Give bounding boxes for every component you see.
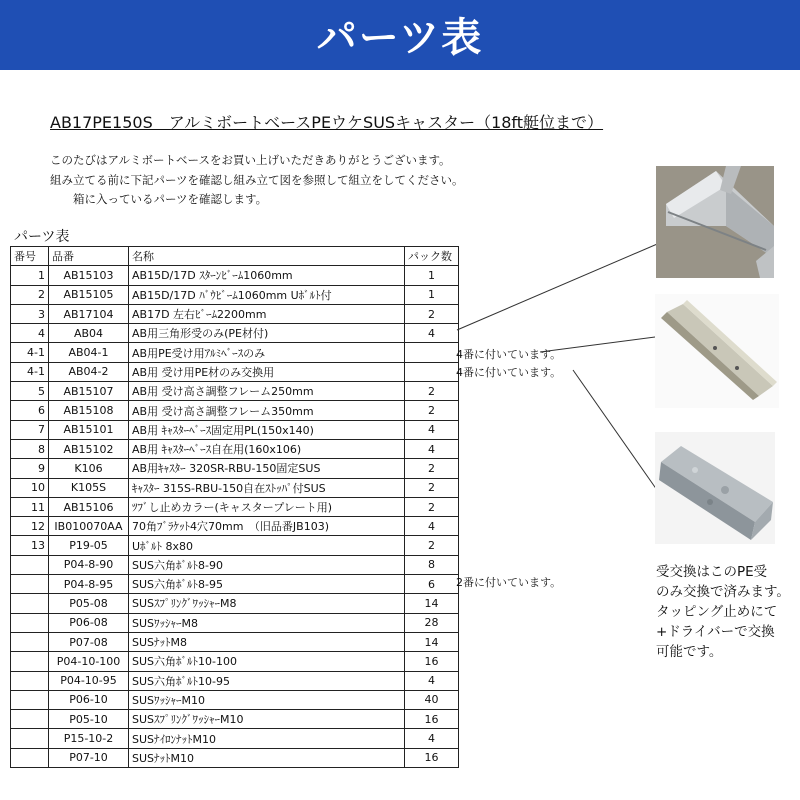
cell-code: AB15102 xyxy=(49,439,129,458)
cell-no: 8 xyxy=(11,439,49,458)
cell-name: SUSﾜｯｼｬｰM8 xyxy=(129,613,405,632)
cell-no: 4-1 xyxy=(11,343,49,362)
side-note-line-3: タッピング止めにて xyxy=(656,604,778,620)
cell-name: AB用PE受け用ｱﾙﾐﾍﾞｰｽのみ xyxy=(129,343,405,362)
header-no: 番号 xyxy=(11,247,49,266)
cell-code: AB15101 xyxy=(49,420,129,439)
cell-code: IB010070AA xyxy=(49,517,129,536)
cell-name: AB15D/17D ｽﾀｰﾝﾋﾞｰﾑ1060mm xyxy=(129,266,405,285)
cell-name: ｷｬｽﾀｰ 315S-RBU-150自在ｽﾄｯﾊﾟ付SUS xyxy=(129,478,405,497)
cell-name: AB用三角形受のみ(PE材付) xyxy=(129,324,405,343)
cell-no: 7 xyxy=(11,420,49,439)
cell-name: AB用 ｷｬｽﾀｰﾍﾞｰｽ固定用PL(150x140) xyxy=(129,420,405,439)
cell-no: 4-1 xyxy=(11,362,49,381)
cell-code: AB15107 xyxy=(49,382,129,401)
cell-code: P06-08 xyxy=(49,613,129,632)
cell-qty: 28 xyxy=(405,613,459,632)
cell-name: Uﾎﾞﾙﾄ 8x80 xyxy=(129,536,405,555)
intro-line-3: 箱に入っているパーツを確認します。 xyxy=(50,192,268,206)
cell-code: AB04 xyxy=(49,324,129,343)
cell-name: SUS六角ﾎﾞﾙﾄ8-90 xyxy=(129,555,405,574)
cell-qty: 4 xyxy=(405,729,459,748)
cell-qty: 8 xyxy=(405,555,459,574)
cell-name: SUSｽﾌﾟﾘﾝｸﾞﾜｯｼｬｰM10 xyxy=(129,710,405,729)
cell-qty: 16 xyxy=(405,748,459,767)
cell-name: SUSﾅｯﾄM8 xyxy=(129,632,405,651)
cell-code: P15-10-2 xyxy=(49,729,129,748)
cell-qty: 16 xyxy=(405,710,459,729)
cell-code: AB15105 xyxy=(49,285,129,304)
cell-code: AB04-1 xyxy=(49,343,129,362)
photo-pe-block xyxy=(655,432,775,544)
cell-code: AB15108 xyxy=(49,401,129,420)
cell-qty: 2 xyxy=(405,304,459,323)
cell-code: AB15103 xyxy=(49,266,129,285)
document-title: AB17PE150S アルミボートベースPEウケSUSキャスター（18ft艇位まで） xyxy=(50,113,604,132)
cell-qty: 1 xyxy=(405,266,459,285)
intro-line-2: 組み立てる前に下記パーツを確認し組み立て図を参照して組立をしてください。 xyxy=(50,173,464,187)
cell-code: P07-08 xyxy=(49,632,129,651)
side-note xyxy=(656,562,790,662)
cell-name: SUSｽﾌﾟﾘﾝｸﾞﾜｯｼｬｰM8 xyxy=(129,594,405,613)
cell-name: SUS六角ﾎﾞﾙﾄ10-100 xyxy=(129,652,405,671)
cell-code: AB04-2 xyxy=(49,362,129,381)
side-note-line-1: 受交換はこのPE受 xyxy=(656,564,768,580)
cell-no: 6 xyxy=(11,401,49,420)
intro-line-1: このたびはアルミボートベースをお買い上げいただきありがとうございます。 xyxy=(50,153,451,167)
cell-no: 13 xyxy=(11,536,49,555)
cell-qty: 4 xyxy=(405,439,459,458)
cell-code: P05-10 xyxy=(49,710,129,729)
cell-qty: 2 xyxy=(405,478,459,497)
cell-code: P04-10-100 xyxy=(49,652,129,671)
cell-code: P05-08 xyxy=(49,594,129,613)
cell-qty: 4 xyxy=(405,324,459,343)
cell-qty: 6 xyxy=(405,575,459,594)
cell-code: P19-05 xyxy=(49,536,129,555)
cell-name: AB15D/17D ﾊﾞｳﾋﾞｰﾑ1060mm Uﾎﾞﾙﾄ付 xyxy=(129,285,405,304)
cell-code: P04-8-95 xyxy=(49,575,129,594)
cell-name: SUSﾅｲﾛﾝﾅｯﾄM10 xyxy=(129,729,405,748)
header-qty: パック数 xyxy=(405,247,459,266)
cell-name: SUSﾜｯｼｬｰM10 xyxy=(129,690,405,709)
header-name: 名称 xyxy=(129,247,405,266)
cell-qty: 1 xyxy=(405,285,459,304)
cell-code: AB17104 xyxy=(49,304,129,323)
cell-name: AB用 ｷｬｽﾀｰﾍﾞｰｽ自在用(160x106) xyxy=(129,439,405,458)
cell-qty: 16 xyxy=(405,652,459,671)
cell-qty: 4 xyxy=(405,671,459,690)
cell-code: P06-10 xyxy=(49,690,129,709)
cell-no: 5 xyxy=(11,382,49,401)
cell-no: 3 xyxy=(11,304,49,323)
cell-qty: 14 xyxy=(405,632,459,651)
cell-code: AB15106 xyxy=(49,497,129,516)
cell-name: ﾂﾌﾞし止めカラー(キャスタープレート用) xyxy=(129,497,405,516)
cell-code: K105S xyxy=(49,478,129,497)
cell-name: AB用 受け高さ調整フレーム250mm xyxy=(129,382,405,401)
cell-no: 9 xyxy=(11,459,49,478)
banner-title: パーツ表 xyxy=(316,15,484,61)
cell-name: SUSﾅｯﾄM10 xyxy=(129,748,405,767)
cell-name: SUS六角ﾎﾞﾙﾄ8-95 xyxy=(129,575,405,594)
side-note-line-5: 可能です。 xyxy=(656,644,723,660)
cell-name: AB用 受け用PE材のみ交換用 xyxy=(129,362,405,381)
cell-code: P04-10-95 xyxy=(49,671,129,690)
cell-no: 2 xyxy=(11,285,49,304)
cell-no: 10 xyxy=(11,478,49,497)
cell-qty: 2 xyxy=(405,536,459,555)
cell-qty: 40 xyxy=(405,690,459,709)
cell-qty: 2 xyxy=(405,497,459,516)
parts-section-title: パーツ表 xyxy=(14,229,70,245)
cell-name: AB17D 左右ﾋﾞｰﾑ2200mm xyxy=(129,304,405,323)
side-note-line-2: のみ交換で済みます。 xyxy=(656,584,790,600)
cell-name: SUS六角ﾎﾞﾙﾄ10-95 xyxy=(129,671,405,690)
cell-qty: 2 xyxy=(405,401,459,420)
side-note-line-4: +ドライバーで交換 xyxy=(656,624,775,640)
cell-qty: 14 xyxy=(405,594,459,613)
cell-no: 1 xyxy=(11,266,49,285)
cell-no: 4 xyxy=(11,324,49,343)
callout-line-3 xyxy=(573,370,664,500)
cell-code: P04-8-90 xyxy=(49,555,129,574)
photo-triangle-support xyxy=(656,166,774,278)
cell-no: 12 xyxy=(11,517,49,536)
note-row-4-1a: 4番に付いています。 xyxy=(456,348,562,361)
cell-qty: 4 xyxy=(405,517,459,536)
note-bolt-8-95: 2番に付いています。 xyxy=(456,576,562,589)
photo-aluminum-base xyxy=(655,294,779,408)
cell-code: K106 xyxy=(49,459,129,478)
cell-qty: 2 xyxy=(405,382,459,401)
cell-name: AB用ｷｬｽﾀｰ 320SR-RBU-150固定SUS xyxy=(129,459,405,478)
note-row-4-1b: 4番に付いています。 xyxy=(456,366,562,379)
cell-code: P07-10 xyxy=(49,748,129,767)
cell-no: 11 xyxy=(11,497,49,516)
cell-qty: 2 xyxy=(405,459,459,478)
header-code: 品番 xyxy=(49,247,129,266)
cell-name: 70角ﾌﾞﾗｹｯﾄ4穴70mm （旧品番JB103) xyxy=(129,517,405,536)
cell-qty: 4 xyxy=(405,420,459,439)
cell-name: AB用 受け高さ調整フレーム350mm xyxy=(129,401,405,420)
